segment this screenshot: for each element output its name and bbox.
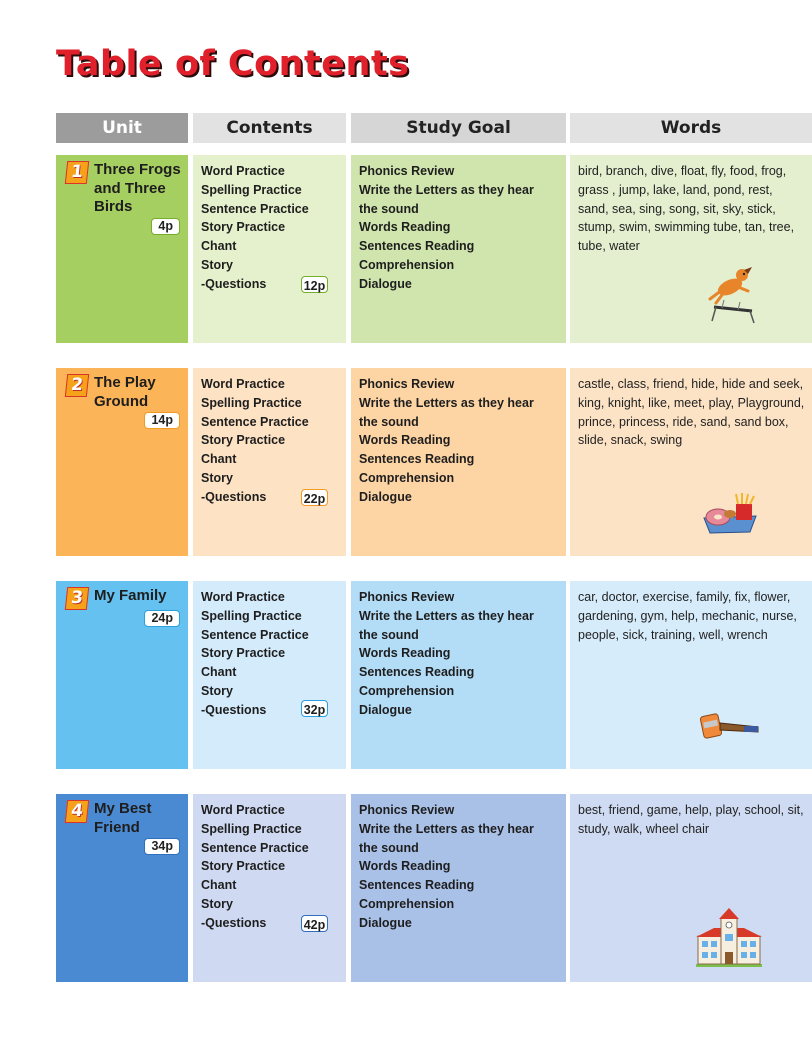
contents-item: Spelling Practice	[201, 182, 302, 197]
goal-item: Words Reading	[359, 646, 451, 661]
hammer-icon	[700, 709, 762, 743]
goal-item: Comprehension	[359, 470, 455, 485]
questions-page-badge[interactable]: 12p	[301, 276, 328, 293]
school-building-icon	[694, 906, 764, 968]
questions-page-badge[interactable]: 32p	[301, 700, 328, 717]
contents-item: Sentence Practice	[201, 840, 309, 855]
contents-item: Story Practice	[201, 433, 286, 448]
contents-cell	[193, 581, 346, 769]
contents-item: Story	[201, 896, 233, 911]
contents-item: Chant	[201, 878, 237, 893]
study-goal-cell	[351, 794, 566, 982]
goal-item: Sentences Reading	[359, 452, 475, 467]
unit-cell	[56, 368, 188, 556]
contents-item: Word Practice	[201, 377, 285, 391]
unit-page-badge[interactable]: 14p	[144, 412, 180, 429]
goal-item: Words Reading	[359, 433, 451, 448]
contents-item: -Questions	[201, 489, 267, 504]
words-list: car, doctor, exercise, family, fix, flower, gardening, gym, help, mechanic, nurse, people, sick, training, well, wrench	[578, 590, 797, 642]
contents-item: Story Practice	[201, 220, 286, 235]
goal-item: Phonics Review	[359, 803, 455, 817]
unit-row-3	[56, 581, 812, 769]
contents-item: Story	[201, 257, 233, 272]
contents-item: -Questions	[201, 276, 267, 291]
contents-item: Spelling Practice	[201, 608, 302, 623]
unit-title[interactable]: The Play Ground	[94, 374, 156, 410]
unit-page-badge[interactable]: 34p	[144, 838, 180, 855]
unit-number-badge: 4	[65, 800, 89, 823]
goal-item: the sound	[359, 840, 419, 855]
words-list: castle, class, friend, hide, hide and seek, king, knight, like, meet, play, Playground, prince, princess, ride, sand, sand box, slide, snack, swing	[578, 377, 805, 448]
contents-item: Word Practice	[201, 590, 285, 604]
contents-item: Story Practice	[201, 859, 286, 874]
goal-item: the sound	[359, 627, 419, 642]
goal-item: the sound	[359, 201, 419, 216]
contents-item: Sentence Practice	[201, 201, 309, 216]
goal-item: Write the Letters as they hear	[359, 608, 534, 623]
goal-item: Dialogue	[359, 702, 412, 717]
contents-cell	[193, 794, 346, 982]
goal-item: the sound	[359, 414, 419, 429]
study-goal-cell	[351, 155, 566, 343]
words-cell	[570, 581, 812, 769]
contents-item: Story Practice	[201, 646, 286, 661]
unit-row-4	[56, 794, 812, 982]
snack-tray-icon	[700, 492, 760, 536]
unit-cell	[56, 794, 188, 982]
contents-item: Story	[201, 683, 233, 698]
contents-item: Spelling Practice	[201, 395, 302, 410]
unit-cell	[56, 581, 188, 769]
study-goal-cell	[351, 581, 566, 769]
contents-item: Chant	[201, 665, 237, 680]
words-cell	[570, 794, 812, 982]
contents-item: -Questions	[201, 702, 267, 717]
unit-number-badge: 3	[65, 587, 89, 610]
unit-title[interactable]: Three Frogs and Three Birds	[94, 161, 181, 215]
contents-cell	[193, 368, 346, 556]
header-contents: Contents	[193, 113, 346, 143]
goal-item: Comprehension	[359, 896, 455, 911]
goal-item: Dialogue	[359, 276, 412, 291]
contents-item: -Questions	[201, 915, 267, 930]
goal-item: Phonics Review	[359, 590, 455, 604]
goal-item: Phonics Review	[359, 377, 455, 391]
goal-item: Phonics Review	[359, 164, 455, 178]
contents-item: Sentence Practice	[201, 627, 309, 642]
contents-item: Word Practice	[201, 803, 285, 817]
contents-item: Word Practice	[201, 164, 285, 178]
dog-jumping-hurdle-icon	[708, 265, 762, 325]
goal-item: Words Reading	[359, 220, 451, 235]
header-unit: Unit	[56, 113, 188, 143]
goal-item: Write the Letters as they hear	[359, 182, 534, 197]
study-goal-cell	[351, 368, 566, 556]
goal-item: Write the Letters as they hear	[359, 821, 534, 836]
contents-item: Chant	[201, 239, 237, 254]
contents-cell	[193, 155, 346, 343]
unit-row-2	[56, 368, 812, 556]
goal-item: Comprehension	[359, 683, 455, 698]
goal-item: Dialogue	[359, 489, 412, 504]
unit-title[interactable]: My Family	[94, 587, 167, 604]
contents-item: Story	[201, 470, 233, 485]
goal-item: Sentences Reading	[359, 878, 475, 893]
unit-number-badge: 2	[65, 374, 89, 397]
words-cell	[570, 368, 812, 556]
unit-page-badge[interactable]: 4p	[151, 218, 180, 235]
header-words: Words	[570, 113, 812, 143]
words-list: best, friend, game, help, play, school, sit, study, walk, wheel chair	[578, 803, 804, 836]
goal-item: Write the Letters as they hear	[359, 395, 534, 410]
unit-page-badge[interactable]: 24p	[144, 610, 180, 627]
header-study-goal: Study Goal	[351, 113, 566, 143]
goal-item: Sentences Reading	[359, 665, 475, 680]
unit-cell	[56, 155, 188, 343]
unit-number-badge: 1	[65, 161, 89, 184]
unit-row-1	[56, 155, 812, 343]
contents-item: Spelling Practice	[201, 821, 302, 836]
unit-title[interactable]: My Best Friend	[94, 800, 152, 836]
contents-item: Chant	[201, 452, 237, 467]
goal-item: Sentences Reading	[359, 239, 475, 254]
words-cell	[570, 155, 812, 343]
goal-item: Dialogue	[359, 915, 412, 930]
goal-item: Words Reading	[359, 859, 451, 874]
questions-page-badge[interactable]: 22p	[301, 489, 328, 506]
contents-item: Sentence Practice	[201, 414, 309, 429]
page-title: Table of Contents	[56, 44, 410, 84]
questions-page-badge[interactable]: 42p	[301, 915, 328, 932]
goal-item: Comprehension	[359, 257, 455, 272]
words-list: bird, branch, dive, float, fly, food, frog, grass , jump, lake, land, pond, rest, sand, sea, sing, song, sit, sky, stick, stump, swim, swimming tube, tan, tree, tube, water	[578, 164, 795, 254]
